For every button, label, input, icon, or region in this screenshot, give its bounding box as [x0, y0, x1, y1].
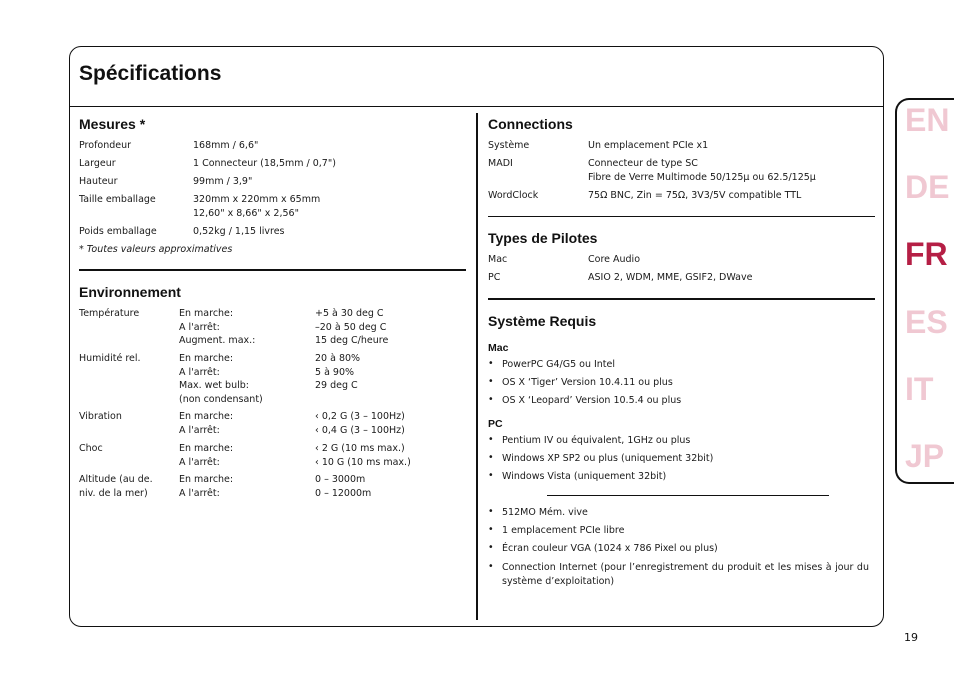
requirement-item: OS X ‘Tiger’ Version 10.4.11 ou plus	[502, 377, 673, 388]
language-tab-es[interactable]: ES	[905, 304, 948, 340]
requirement-item: Connection Internet (pour l’enregistrement du produit et les mises à jour du système d’exploitation)	[502, 562, 869, 587]
measure-label-height: Hauteur	[79, 176, 118, 187]
env-values-altitude: 0 – 3000m 0 – 12000m	[315, 474, 372, 499]
language-tab-jp[interactable]: JP	[905, 438, 945, 474]
driver-label-mac: Mac	[488, 254, 508, 265]
env-label-shock: Choc	[79, 443, 103, 454]
measure-label-width: Largeur	[79, 158, 116, 169]
bullet-icon: •	[488, 506, 494, 517]
language-tab-de[interactable]: DE	[905, 169, 950, 205]
env-states-temperature: En marche: A l'arrêt: Augment. max.:	[179, 308, 256, 346]
requirement-item: Windows Vista (uniquement 32bit)	[502, 471, 667, 482]
section-divider	[488, 216, 875, 217]
language-tab-strip	[895, 98, 954, 484]
env-states-vibration: En marche: A l'arrêt:	[179, 411, 234, 436]
conn-label-wordclock: WordClock	[488, 190, 539, 201]
env-values-humidity: 20 à 80% 5 à 90% 29 deg C	[315, 353, 361, 391]
env-values-temperature: +5 à 30 deg C –20 à 50 deg C 15 deg C/heure	[315, 308, 389, 346]
page-title: Spécifications	[79, 62, 222, 85]
conn-label-system: Système	[488, 140, 530, 151]
language-tab-en[interactable]: EN	[905, 102, 950, 138]
column-divider	[476, 113, 478, 620]
env-label-temperature: Température	[79, 308, 140, 319]
env-label-vibration: Vibration	[79, 411, 122, 422]
page-number: 19	[904, 631, 918, 644]
measure-value-depth: 168mm / 6,6"	[193, 140, 259, 151]
language-tab-fr[interactable]: FR	[905, 236, 948, 272]
bullet-icon: •	[488, 542, 494, 553]
requirements-heading: Système Requis	[488, 313, 597, 329]
requirement-item: 512MO Mém. vive	[502, 507, 588, 518]
title-divider	[70, 106, 883, 107]
conn-label-madi: MADI	[488, 158, 513, 169]
conn-value-system: Un emplacement PCIe x1	[588, 140, 709, 151]
requirement-item: Pentium IV ou équivalent, 1GHz ou plus	[502, 435, 691, 446]
env-states-humidity: En marche: A l'arrêt: Max. wet bulb: (non condensant)	[179, 353, 263, 405]
environment-heading: Environnement	[79, 284, 181, 300]
bullet-icon: •	[488, 434, 494, 445]
section-divider	[488, 298, 875, 300]
driver-value-mac: Core Audio	[588, 254, 641, 265]
language-tab-it[interactable]: IT	[905, 371, 934, 407]
measures-heading: Mesures *	[79, 116, 146, 132]
requirement-item: Écran couleur VGA (1024 x 786 Pixel ou plus)	[502, 543, 718, 554]
bullet-icon: •	[488, 561, 494, 572]
driver-value-pc: ASIO 2, WDM, MME, GSIF2, DWave	[588, 272, 753, 283]
env-label-humidity: Humidité rel.	[79, 353, 141, 364]
env-values-vibration: ‹ 0,2 G (3 – 100Hz) ‹ 0,4 G (3 – 100Hz)	[315, 411, 405, 436]
env-label-altitude: Altitude (au de. niv. de la mer)	[79, 474, 153, 499]
bullet-icon: •	[488, 452, 494, 463]
measure-value-package-weight: 0,52kg / 1,15 livres	[193, 226, 285, 237]
list-divider	[547, 495, 829, 496]
requirement-item: OS X ‘Leopard’ Version 10.5.4 ou plus	[502, 395, 682, 406]
conn-value-wordclock: 75Ω BNC, Zin = 75Ω, 3V3/5V compatible TTL	[588, 190, 802, 201]
bullet-icon: •	[488, 376, 494, 387]
requirement-item: Windows XP SP2 ou plus (uniquement 32bit)	[502, 453, 714, 464]
env-values-shock: ‹ 2 G (10 ms max.) ‹ 10 G (10 ms max.)	[315, 443, 411, 468]
driver-label-pc: PC	[488, 272, 501, 283]
measure-value-package-size: 320mm x 220mm x 65mm 12,60" x 8,66" x 2,56"	[193, 194, 321, 219]
env-states-shock: En marche: A l'arrêt:	[179, 443, 234, 468]
requirements-pc-heading: PC	[488, 418, 503, 430]
drivers-heading: Types de Pilotes	[488, 230, 598, 246]
bullet-icon: •	[488, 524, 494, 535]
measures-footnote: * Toutes valeurs approximatives	[79, 244, 233, 255]
measure-label-package-size: Taille emballage	[79, 194, 156, 205]
requirements-mac-heading: Mac	[488, 342, 509, 354]
measure-value-height: 99mm / 3,9"	[193, 176, 253, 187]
env-states-altitude: En marche: A l'arrêt:	[179, 474, 234, 499]
section-divider	[79, 269, 466, 271]
requirement-item: 1 emplacement PCIe libre	[502, 525, 625, 536]
conn-value-madi: Connecteur de type SC Fibre de Verre Multimode 50/125µ ou 62.5/125µ	[588, 158, 816, 183]
measure-value-width: 1 Connecteur (18,5mm / 0,7")	[193, 158, 336, 169]
bullet-icon: •	[488, 470, 494, 481]
measure-label-depth: Profondeur	[79, 140, 132, 151]
connections-heading: Connections	[488, 116, 573, 132]
requirement-item: PowerPC G4/G5 ou Intel	[502, 359, 616, 370]
bullet-icon: •	[488, 358, 494, 369]
bullet-icon: •	[488, 394, 494, 405]
measure-label-package-weight: Poids emballage	[79, 226, 157, 237]
